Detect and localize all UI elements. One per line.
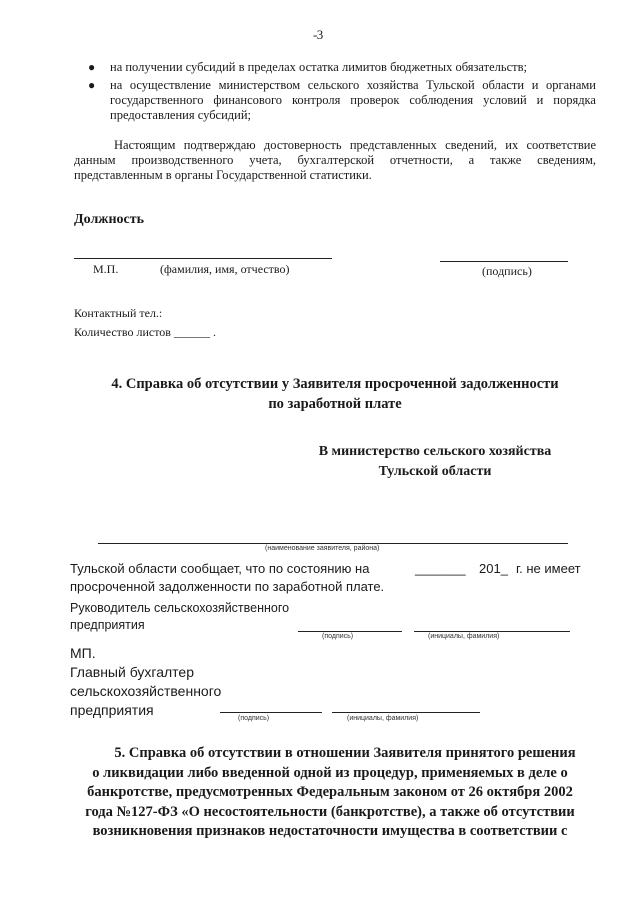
section5-title-line: возникновения признаков недостаточности имущества в соответствии с	[92, 823, 568, 840]
bullet-text: на осуществление министерством сельского хозяйства Тульской области и органами государственного финансового контроля проверок соблюдения условий и порядка предоставления субсидий;	[110, 78, 596, 122]
contact-label: Контактный тел.:	[74, 306, 163, 320]
section5-title	[60, 744, 600, 842]
accountant-line1: Главный бухгалтер	[70, 664, 194, 680]
signature-caption: (подпись)	[482, 264, 532, 278]
statement-text-b: г. не имеет	[516, 561, 581, 576]
head-initials-caption: (инициалы, фамилия)	[428, 633, 500, 640]
confirmation-paragraph: Настоящим подтверждаю достоверность представленных сведений, их соответствие данным производственного учета, бухгалтерской отчетности, а также сведениям, представленным в органы Государственной статистики.	[74, 138, 596, 182]
statement-date-blank[interactable]: _______	[415, 561, 466, 576]
list-item	[88, 60, 596, 75]
section4-title	[74, 374, 596, 414]
section5-title-line: банкротстве, предусмотренных Федеральным законом от 26 октября 2002	[87, 784, 573, 801]
accountant-line2: сельскохозяйственного	[70, 683, 222, 699]
section4-title-line1: 4. Справка об отсутствии у Заявителя просроченной задолженности	[111, 376, 559, 392]
accountant-block	[70, 644, 221, 720]
addressee-line2: Тульской области	[378, 464, 492, 479]
statement-text-a: Тульской области сообщает, что по состоянию на	[70, 561, 370, 576]
accountant-line3: предприятия	[70, 702, 154, 718]
statement-year[interactable]: 201_	[479, 561, 508, 576]
page-number-area	[0, 27, 640, 43]
sheets-label: Количество листов ______ .	[74, 325, 216, 339]
head-initials-line[interactable]	[414, 631, 570, 632]
section5-title-line: 5. Справка об отсутствии в отношении Заявителя принятого решения	[114, 745, 576, 761]
head-label-line1: Руководитель сельскохозяйственного	[70, 601, 290, 615]
position-label: Должность	[74, 212, 145, 227]
accountant-signature-caption: (подпись)	[238, 715, 270, 722]
section4-title-line2: по заработной плате	[268, 396, 402, 412]
bullet-text: на получении субсидий в пределах остатка лимитов бюджетных обязательств;	[110, 60, 527, 74]
head-signature-line[interactable]	[298, 631, 402, 632]
head-signature-caption: (подпись)	[322, 633, 354, 640]
list-item	[88, 78, 596, 123]
applicant-name-line[interactable]	[98, 543, 568, 544]
applicant-caption: (наименование заявителя, района)	[265, 545, 380, 552]
page-number-mark: -	[313, 27, 318, 42]
section5-title-line: о ликвидации либо введенной одной из процедур, применяемых в деле о	[92, 764, 568, 781]
head-label-line2: предприятия	[70, 618, 145, 632]
statement-line1	[70, 559, 592, 578]
accountant-initials-caption: (инициалы, фамилия)	[347, 715, 419, 722]
signature-line[interactable]	[440, 261, 568, 262]
stamp-mp: МП.	[70, 645, 96, 661]
page-number: 3	[316, 27, 324, 42]
head-label	[70, 600, 289, 634]
accountant-initials-line[interactable]	[332, 712, 480, 713]
bullet-icon: ●	[88, 78, 96, 92]
section5-title-line: года №127-ФЗ «О несостоятельности (банкротстве), а также об отсутствии	[85, 803, 575, 820]
accountant-signature-line[interactable]	[220, 712, 322, 713]
consent-bullet-list	[88, 60, 596, 126]
stamp-label: М.П.	[93, 262, 119, 276]
statement-line2: просроченной задолженности по заработной плате.	[70, 579, 385, 594]
addressee-line1: В министерство сельского хозяйства	[318, 444, 552, 459]
addressee-block	[300, 442, 570, 482]
bullet-icon: ●	[88, 60, 96, 74]
fio-line[interactable]	[74, 258, 332, 259]
fio-caption: (фамилия, имя, отчество)	[160, 262, 290, 276]
